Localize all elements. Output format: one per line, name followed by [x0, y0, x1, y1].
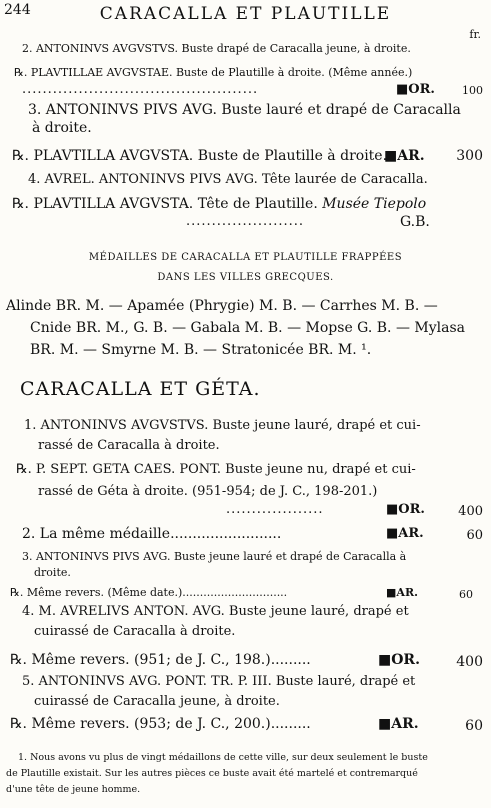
metal-mark-icon: ■	[386, 586, 397, 599]
leader-dots: .......................	[186, 214, 305, 229]
metal-mark-icon: ■	[396, 82, 409, 97]
metal-mark-icon: ■	[378, 652, 392, 668]
geta-entry-4-obverse: 4. M. AVRELIVS ANTON. AVG. Buste jeune lauré, drapé et	[22, 604, 409, 619]
entry-4-reverse: ℞. PLAVTILLA AVGVSTA. Tête de Plautille. Musée Tiepolo	[12, 196, 427, 212]
cities-line3: BR. M. — Smyrne M. B. — Stratonicée BR. M. ¹.	[30, 342, 372, 358]
metal-mark-icon: ■	[386, 526, 399, 541]
entry-2-metal: ■OR.	[396, 82, 435, 97]
entry-3-metal: ■AR.	[384, 148, 425, 164]
page-number: 244	[4, 2, 31, 18]
geta-entry-5-price: 60	[465, 718, 483, 734]
geta-entry-3-price: 60	[459, 588, 473, 601]
geta-entry-1-reverse: ℞. P. SEPT. GETA CAES. PONT. Buste jeune nu, drapé et cui-	[16, 462, 416, 477]
geta-entry-3-obverse-cont: droite.	[34, 566, 71, 579]
entry-3-price: 300	[456, 148, 483, 164]
geta-entry-1-obverse: 1. ANTONINVS AVGVSTVS. Buste jeune lauré, drapé et cui-	[24, 418, 421, 433]
entry-3-reverse: ℞. PLAVTILLA AVGVSTA. Buste de Plautille à droite.	[12, 148, 388, 164]
collection-mark: G.B.	[400, 214, 430, 230]
leader-dots: ..............................................	[22, 82, 259, 97]
section-heading-line2: DANS LES VILLES GRECQUES.	[157, 272, 334, 283]
entry-4-obverse: 4. AVREL. ANTONINVS PIVS AVG. Tête laurée de Caracalla.	[28, 172, 428, 187]
metal-mark-icon: ■	[384, 148, 398, 164]
leader-dots: ...................	[226, 502, 324, 517]
geta-entry-2-price: 60	[466, 528, 483, 543]
geta-entry-1-reverse-cont: rassé de Géta à droite. (951-954; de J. C., 198-201.)	[38, 484, 378, 499]
entry-2-obverse: 2. ANTONINVS AVGVSTVS. Buste drapé de Caracalla jeune, à droite.	[22, 42, 411, 55]
geta-entry-1-price: 400	[458, 504, 483, 519]
geta-entry-2: 2. La même médaille.........................	[22, 526, 282, 542]
geta-entry-5-obverse: 5. ANTONINVS AVG. PONT. TR. P. III. Buste lauré, drapé et	[22, 674, 416, 689]
geta-entry-3-obverse: 3. ANTONINVS PIVS AVG. Buste jeune lauré et drapé de Caracalla à	[22, 550, 407, 563]
geta-entry-2-metal: ■AR.	[386, 526, 424, 541]
footnote-line1: 1. Nous avons vu plus de vingt médaillons de cette ville, sur deux seulement le buste	[18, 752, 428, 763]
column-label-francs: fr.	[469, 28, 481, 41]
section-title-caracalla-geta: CARACALLA ET GÉTA.	[20, 378, 261, 400]
footnote-line2: de Plautille existait. Sur les autres pièces ce buste avait été martelé et contremarqué	[6, 768, 418, 779]
geta-entry-5-reverse: ℞. Même revers. (953; de J. C., 200.).........	[10, 716, 311, 732]
geta-entry-3-reverse: ℞. Même revers. (Même date.)..............................	[10, 586, 288, 599]
geta-entry-5-obverse-cont: cuirassé de Caracalla jeune, à droite.	[34, 694, 280, 709]
geta-entry-4-metal: ■OR.	[378, 652, 420, 668]
geta-entry-4-obverse-cont: cuirassé de Caracalla à droite.	[34, 624, 236, 639]
footnote-line3: d'une tête de jeune homme.	[6, 784, 141, 795]
cities-line1: Alinde BR. M. — Apamée (Phrygie) M. B. — Carrhes M. B. —	[6, 298, 438, 314]
running-title: CARACALLA ET PLAUTILLE	[99, 4, 392, 24]
metal-mark-icon: ■	[378, 716, 392, 732]
entry-3-obverse-cont: à droite.	[32, 120, 92, 136]
geta-entry-1-metal: ■OR.	[386, 502, 425, 517]
metal-mark-icon: ■	[386, 502, 399, 517]
geta-entry-1-obverse-cont: rassé de Caracalla à droite.	[38, 438, 220, 453]
entry-2-price: 100	[462, 84, 483, 97]
geta-entry-5-metal: ■AR.	[378, 716, 419, 732]
museum-name: Musée Tiepolo	[322, 196, 427, 212]
geta-entry-3-metal: ■AR.	[386, 586, 418, 599]
cities-line2: Cnide BR. M., G. B. — Gabala M. B. — Mopse G. B. — Mylasa	[30, 320, 465, 336]
entry-2-reverse: ℞. PLAVTILLAE AVGVSTAE. Buste de Plautille à droite. (Même année.)	[14, 66, 413, 79]
geta-entry-4-price: 400	[456, 654, 483, 670]
geta-entry-4-reverse: ℞. Même revers. (951; de J. C., 198.).........	[10, 652, 311, 668]
entry-3-obverse: 3. ANTONINVS PIVS AVG. Buste lauré et drapé de Caracalla	[28, 102, 461, 118]
section-heading-line1: MÉDAILLES DE CARACALLA ET PLAUTILLE FRAPPÉES	[88, 252, 403, 263]
